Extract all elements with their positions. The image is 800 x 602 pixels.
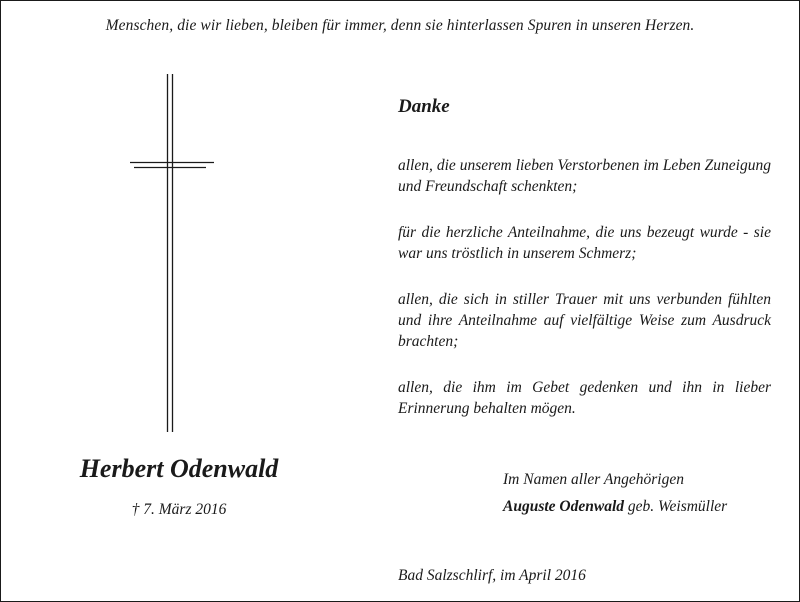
signatory-maiden-name: geb. Weismüller xyxy=(627,498,728,515)
place-date: Bad Salzschlirf, im April 2016 xyxy=(398,567,586,584)
deceased-name: Herbert Odenwald xyxy=(79,454,279,483)
signature-intro: Im Namen aller Angehörigen xyxy=(503,471,684,488)
thanks-heading: Danke xyxy=(398,96,450,117)
signature-line xyxy=(503,498,727,516)
thanks-paragraph: allen, die unserem lieben Verstorbenen im Leben Zuneigung und Freundschaft schenkten; xyxy=(398,157,771,195)
thanks-paragraph: für die herzliche Anteilnahme, die uns bezeugt wurde - sie war uns tröstlich in unserem Schmerz; xyxy=(398,224,771,262)
signatory-name: Auguste Odenwald xyxy=(503,498,625,515)
thanks-paragraph: allen, die ihm im Gebet gedenken und ihn in lieber Erinnerung behalten mögen. xyxy=(398,379,771,417)
motto-text: Menschen, die wir lieben, bleiben für immer, denn sie hinterlassen Spuren in unseren Herzen. xyxy=(105,17,695,34)
thanks-paragraph: allen, die sich in stiller Trauer mit uns verbunden fühlten und ihre Anteilnahme auf vielfältige Weise zum Ausdruck brachten; xyxy=(398,291,771,350)
death-date: † 7. März 2016 xyxy=(131,501,227,518)
cross-icon xyxy=(120,70,220,436)
